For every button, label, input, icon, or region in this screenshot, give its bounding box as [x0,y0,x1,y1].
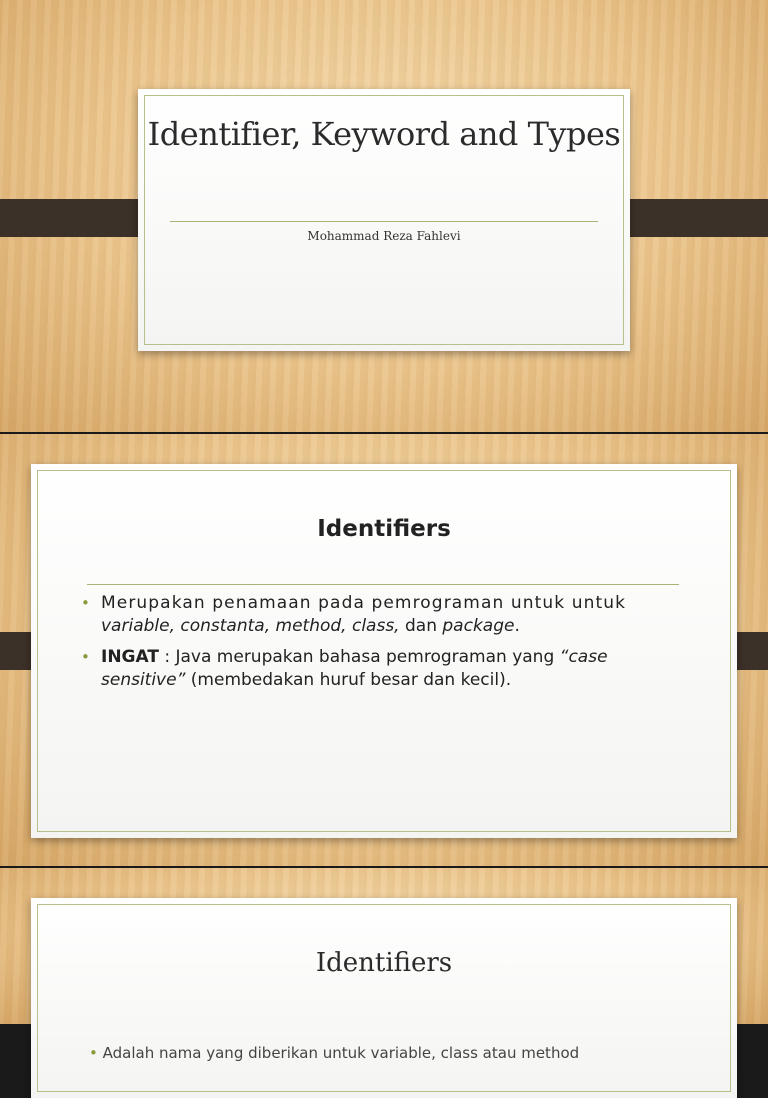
content-card [31,464,737,838]
slide-title: Identifier, Keyword and Types [147,115,621,153]
title-rule [87,584,679,585]
card-border [37,904,731,1092]
slide-title: Identifiers [317,516,451,542]
right-strap [612,199,768,237]
bullet-icon: • [81,648,90,666]
bullet-item [81,646,691,692]
slide-3 [0,868,768,1062]
author-name: Mohammad Reza Fahlevi [307,229,461,243]
bullet-item [81,592,691,638]
slide-title: Identifiers [315,948,453,978]
cut-off-bullet [89,1044,579,1062]
bullet-text: Merupakan penamaan pada pemrograman untuk untuk [101,593,627,613]
title-card [138,89,630,351]
italic-quote: “case sensitive” [101,647,608,690]
slide-2 [0,434,768,866]
italic-terms: variable, constanta, method, class, [101,616,400,636]
bullet-text: Adalah nama yang diberikan untuk variable, class atau method [102,1044,580,1062]
bullet-text: : Java merupakan bahasa pemrograman yang [158,647,560,667]
left-strap [0,199,156,237]
bullet-text-rest: (membedakan huruf besar dan kecil). [185,670,512,690]
italic-package: package [442,616,515,636]
title-rule [170,221,598,222]
bullet-icon: • [81,594,90,612]
bullet-list [81,592,691,700]
text-dan: dan [399,616,443,636]
keyword-ingat: INGAT [101,647,159,667]
bullet-icon: • [89,1044,103,1062]
slide-1 [0,0,768,432]
text-period: . [514,616,520,636]
content-card [31,898,737,1098]
